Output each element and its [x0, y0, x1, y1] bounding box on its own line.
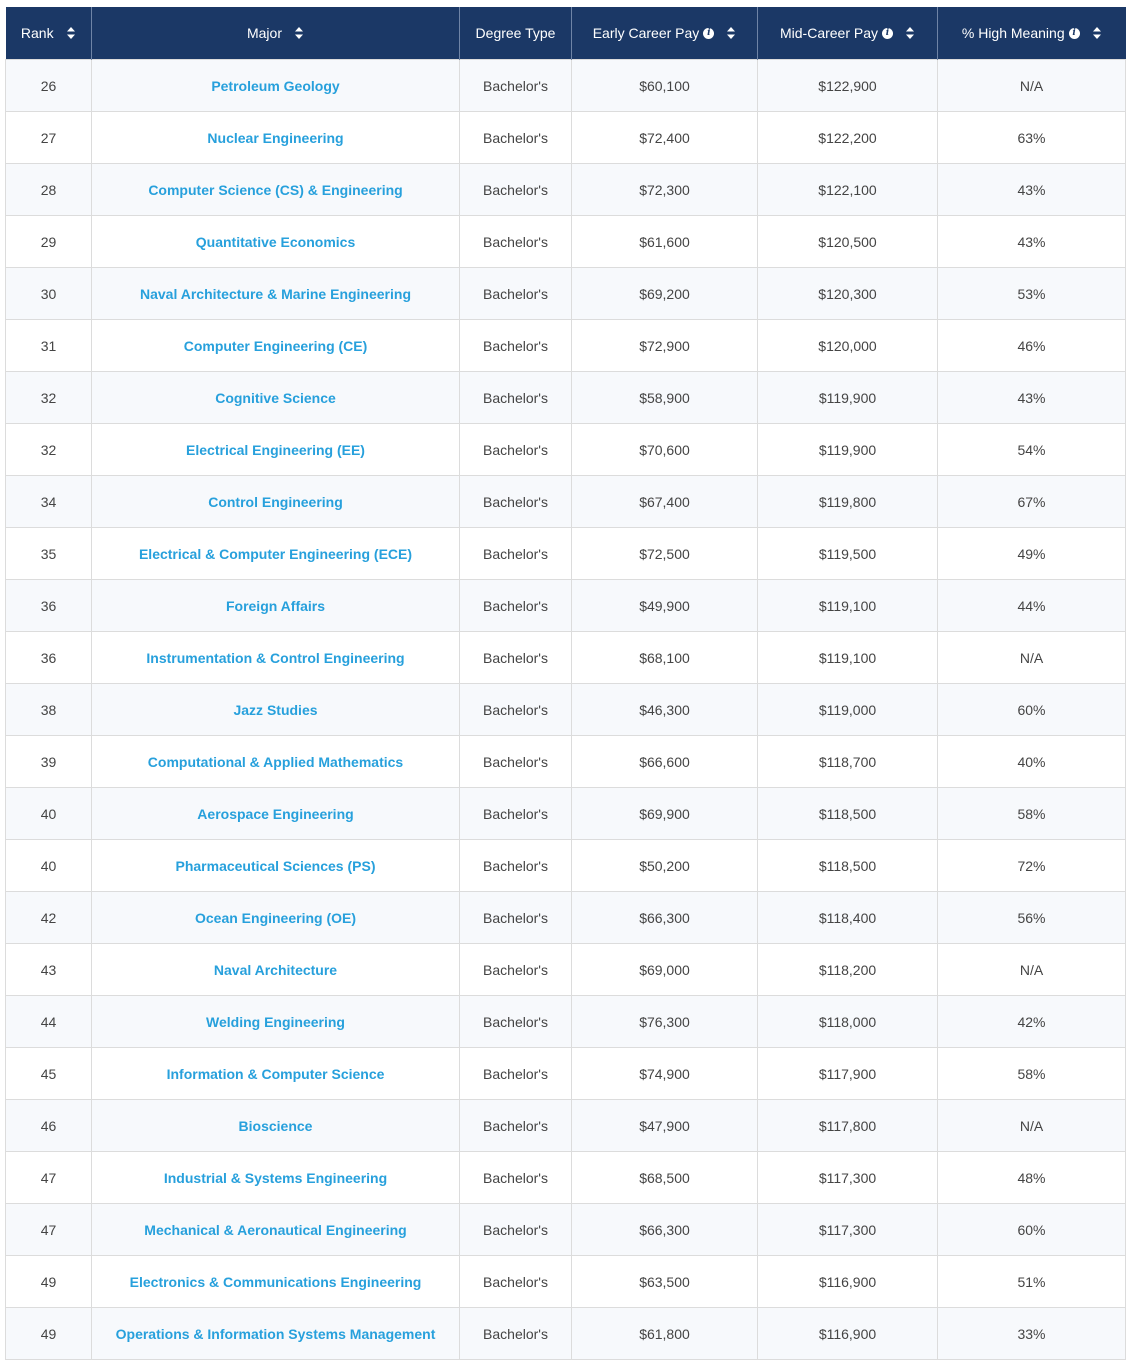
- early-career-pay-cell: $72,300: [572, 164, 758, 216]
- early-career-pay-cell: $61,800: [572, 1308, 758, 1360]
- rank-cell: 39: [6, 736, 92, 788]
- early-career-pay-cell: $67,400: [572, 476, 758, 528]
- high-meaning-cell: N/A: [938, 632, 1126, 684]
- early-career-pay-cell: $66,300: [572, 1204, 758, 1256]
- table-row: [6, 528, 1126, 580]
- early-career-pay-cell: $61,600: [572, 216, 758, 268]
- rank-cell: 36: [6, 632, 92, 684]
- degree-type-cell: Bachelor's: [460, 840, 572, 892]
- mid-career-pay-cell: $118,200: [758, 944, 938, 996]
- major-cell: [92, 60, 460, 112]
- early-career-pay-cell: $74,900: [572, 1048, 758, 1100]
- early-career-pay-cell: $70,600: [572, 424, 758, 476]
- salary-table-container: [5, 7, 1125, 1360]
- major-link[interactable]: Instrumentation & Control Engineering: [146, 649, 405, 666]
- header-major[interactable]: [92, 7, 460, 60]
- major-link[interactable]: Computational & Applied Mathematics: [147, 753, 404, 770]
- degree-type-cell: Bachelor's: [460, 1204, 572, 1256]
- major-link[interactable]: Operations & Information Systems Management: [115, 1325, 436, 1342]
- mid-career-pay-cell: $118,700: [758, 736, 938, 788]
- major-cell: [92, 1204, 460, 1256]
- header-rank[interactable]: [6, 7, 92, 60]
- header-early-career-pay[interactable]: [572, 7, 758, 60]
- header-degree-type-label: Degree Type: [475, 25, 556, 41]
- rank-cell: 49: [6, 1308, 92, 1360]
- mid-career-pay-cell: $120,000: [758, 320, 938, 372]
- degree-type-cell: Bachelor's: [460, 944, 572, 996]
- major-cell: [92, 164, 460, 216]
- degree-type-cell: Bachelor's: [460, 892, 572, 944]
- degree-type-cell: Bachelor's: [460, 736, 572, 788]
- header-mid-career-pay[interactable]: [758, 7, 938, 60]
- degree-type-cell: Bachelor's: [460, 216, 572, 268]
- sort-icon[interactable]: [726, 26, 736, 40]
- rank-cell: 36: [6, 580, 92, 632]
- mid-career-pay-cell: $119,900: [758, 424, 938, 476]
- major-cell: [92, 892, 460, 944]
- sort-icon[interactable]: [1092, 26, 1102, 40]
- early-career-pay-cell: $72,400: [572, 112, 758, 164]
- mid-career-pay-cell: $120,500: [758, 216, 938, 268]
- degree-type-cell: Bachelor's: [460, 1100, 572, 1152]
- degree-type-cell: Bachelor's: [460, 1256, 572, 1308]
- early-career-pay-cell: $72,900: [572, 320, 758, 372]
- degree-type-cell: Bachelor's: [460, 1048, 572, 1100]
- table-row: [6, 424, 1126, 476]
- rank-cell: 43: [6, 944, 92, 996]
- degree-type-cell: Bachelor's: [460, 580, 572, 632]
- header-mid-career-pay-label: Mid-Career Pay: [779, 25, 879, 41]
- high-meaning-cell: 58%: [938, 788, 1126, 840]
- early-career-pay-cell: $47,900: [572, 1100, 758, 1152]
- high-meaning-cell: 43%: [938, 372, 1126, 424]
- table-row: [6, 164, 1126, 216]
- mid-career-pay-cell: $117,300: [758, 1204, 938, 1256]
- early-career-pay-cell: $69,200: [572, 268, 758, 320]
- mid-career-pay-cell: $122,200: [758, 112, 938, 164]
- sort-icon[interactable]: [66, 26, 76, 40]
- early-career-pay-cell: $68,100: [572, 632, 758, 684]
- table-row: [6, 840, 1126, 892]
- sort-icon[interactable]: [294, 26, 304, 40]
- mid-career-pay-cell: $119,100: [758, 580, 938, 632]
- table-row: [6, 944, 1126, 996]
- high-meaning-cell: 56%: [938, 892, 1126, 944]
- rank-cell: 45: [6, 1048, 92, 1100]
- major-cell: [92, 788, 460, 840]
- table-row: [6, 684, 1126, 736]
- high-meaning-cell: 49%: [938, 528, 1126, 580]
- early-career-pay-cell: $63,500: [572, 1256, 758, 1308]
- major-link[interactable]: Cognitive Science: [215, 389, 336, 406]
- high-meaning-cell: N/A: [938, 60, 1126, 112]
- major-link[interactable]: Information & Computer Science: [166, 1065, 385, 1082]
- table-row: [6, 892, 1126, 944]
- info-icon[interactable]: i: [882, 28, 893, 39]
- rank-cell: 29: [6, 216, 92, 268]
- table-row: [6, 372, 1126, 424]
- mid-career-pay-cell: $119,500: [758, 528, 938, 580]
- table-row: [6, 112, 1126, 164]
- major-cell: [92, 1100, 460, 1152]
- mid-career-pay-cell: $118,500: [758, 788, 938, 840]
- table-row: [6, 632, 1126, 684]
- major-cell: [92, 1308, 460, 1360]
- major-link[interactable]: Nuclear Engineering: [207, 129, 344, 146]
- high-meaning-cell: 43%: [938, 164, 1126, 216]
- info-icon[interactable]: i: [1069, 28, 1080, 39]
- high-meaning-cell: 40%: [938, 736, 1126, 788]
- major-cell: [92, 944, 460, 996]
- major-link[interactable]: Electrical Engineering (EE): [186, 441, 365, 458]
- major-cell: [92, 1152, 460, 1204]
- early-career-pay-cell: $49,900: [572, 580, 758, 632]
- major-link[interactable]: Foreign Affairs: [225, 597, 326, 614]
- degree-type-cell: Bachelor's: [460, 476, 572, 528]
- major-cell: [92, 580, 460, 632]
- high-meaning-cell: 43%: [938, 216, 1126, 268]
- mid-career-pay-cell: $118,400: [758, 892, 938, 944]
- early-career-pay-cell: $72,500: [572, 528, 758, 580]
- degree-type-cell: Bachelor's: [460, 164, 572, 216]
- major-link[interactable]: Control Engineering: [208, 493, 343, 510]
- degree-type-cell: Bachelor's: [460, 528, 572, 580]
- degree-type-cell: Bachelor's: [460, 684, 572, 736]
- high-meaning-cell: 58%: [938, 1048, 1126, 1100]
- table-row: [6, 1048, 1126, 1100]
- high-meaning-cell: 44%: [938, 580, 1126, 632]
- rank-cell: 40: [6, 788, 92, 840]
- table-row: [6, 736, 1126, 788]
- mid-career-pay-cell: $116,900: [758, 1256, 938, 1308]
- table-row: [6, 1152, 1126, 1204]
- rank-cell: 44: [6, 996, 92, 1048]
- degree-type-cell: Bachelor's: [460, 632, 572, 684]
- high-meaning-cell: 53%: [938, 268, 1126, 320]
- table-row: [6, 996, 1126, 1048]
- table-body: [6, 60, 1126, 1360]
- table-row: [6, 788, 1126, 840]
- high-meaning-cell: 67%: [938, 476, 1126, 528]
- degree-type-cell: Bachelor's: [460, 1308, 572, 1360]
- early-career-pay-cell: $69,900: [572, 788, 758, 840]
- high-meaning-cell: 60%: [938, 1204, 1126, 1256]
- rank-cell: 47: [6, 1152, 92, 1204]
- major-link[interactable]: Quantitative Economics: [195, 233, 356, 250]
- table-row: [6, 1100, 1126, 1152]
- major-cell: [92, 476, 460, 528]
- major-link[interactable]: Aerospace Engineering: [197, 805, 354, 822]
- early-career-pay-cell: $66,300: [572, 892, 758, 944]
- early-career-pay-cell: $66,600: [572, 736, 758, 788]
- major-cell: [92, 320, 460, 372]
- degree-type-cell: Bachelor's: [460, 60, 572, 112]
- high-meaning-cell: N/A: [938, 944, 1126, 996]
- mid-career-pay-cell: $119,100: [758, 632, 938, 684]
- table-row: [6, 1204, 1126, 1256]
- mid-career-pay-cell: $117,300: [758, 1152, 938, 1204]
- mid-career-pay-cell: $117,900: [758, 1048, 938, 1100]
- degree-type-cell: Bachelor's: [460, 788, 572, 840]
- major-cell: [92, 1256, 460, 1308]
- header-early-career-pay-label: Early Career Pay: [592, 25, 700, 41]
- early-career-pay-cell: $76,300: [572, 996, 758, 1048]
- major-link[interactable]: Bioscience: [238, 1117, 313, 1134]
- header-major-label: Major: [246, 25, 282, 41]
- rank-cell: 38: [6, 684, 92, 736]
- major-link[interactable]: Electronics & Communications Engineering: [129, 1273, 422, 1290]
- major-link[interactable]: Electrical & Computer Engineering (ECE): [138, 545, 413, 562]
- high-meaning-cell: 46%: [938, 320, 1126, 372]
- mid-career-pay-cell: $119,800: [758, 476, 938, 528]
- mid-career-pay-cell: $117,800: [758, 1100, 938, 1152]
- major-cell: [92, 424, 460, 476]
- major-link[interactable]: Naval Architecture & Marine Engineering: [140, 285, 411, 302]
- major-link[interactable]: Industrial & Systems Engineering: [163, 1169, 388, 1186]
- high-meaning-cell: 60%: [938, 684, 1126, 736]
- table-row: [6, 216, 1126, 268]
- rank-cell: 32: [6, 372, 92, 424]
- mid-career-pay-cell: $118,500: [758, 840, 938, 892]
- high-meaning-cell: 48%: [938, 1152, 1126, 1204]
- rank-cell: 31: [6, 320, 92, 372]
- header-degree-type: [460, 7, 572, 60]
- major-link[interactable]: Pharmaceutical Sciences (PS): [175, 857, 376, 874]
- early-career-pay-cell: $50,200: [572, 840, 758, 892]
- degree-type-cell: Bachelor's: [460, 372, 572, 424]
- early-career-pay-cell: $46,300: [572, 684, 758, 736]
- mid-career-pay-cell: $122,900: [758, 60, 938, 112]
- high-meaning-cell: 63%: [938, 112, 1126, 164]
- major-link[interactable]: Jazz Studies: [233, 701, 318, 718]
- rank-cell: 30: [6, 268, 92, 320]
- major-cell: [92, 684, 460, 736]
- table-row: [6, 320, 1126, 372]
- rank-cell: 35: [6, 528, 92, 580]
- degree-type-cell: Bachelor's: [460, 268, 572, 320]
- high-meaning-cell: 51%: [938, 1256, 1126, 1308]
- major-link[interactable]: Welding Engineering: [206, 1013, 345, 1030]
- high-meaning-cell: 72%: [938, 840, 1126, 892]
- major-cell: [92, 736, 460, 788]
- high-meaning-cell: 42%: [938, 996, 1126, 1048]
- rank-cell: 34: [6, 476, 92, 528]
- info-icon[interactable]: i: [703, 28, 714, 39]
- major-cell: [92, 840, 460, 892]
- major-link[interactable]: Computer Science (CS) & Engineering: [148, 181, 403, 198]
- major-cell: [92, 996, 460, 1048]
- major-cell: [92, 1048, 460, 1100]
- mid-career-pay-cell: $119,900: [758, 372, 938, 424]
- table-row: [6, 476, 1126, 528]
- major-link[interactable]: Computer Engineering (CE): [183, 337, 368, 354]
- major-link[interactable]: Naval Architecture: [213, 961, 338, 978]
- major-link[interactable]: Ocean Engineering (OE): [194, 909, 357, 926]
- salary-table: [5, 7, 1126, 1360]
- mid-career-pay-cell: $122,100: [758, 164, 938, 216]
- early-career-pay-cell: $58,900: [572, 372, 758, 424]
- early-career-pay-cell: $68,500: [572, 1152, 758, 1204]
- rank-cell: 26: [6, 60, 92, 112]
- rank-cell: 32: [6, 424, 92, 476]
- early-career-pay-cell: $69,000: [572, 944, 758, 996]
- major-cell: [92, 528, 460, 580]
- degree-type-cell: Bachelor's: [460, 996, 572, 1048]
- major-cell: [92, 216, 460, 268]
- high-meaning-cell: N/A: [938, 1100, 1126, 1152]
- major-cell: [92, 372, 460, 424]
- high-meaning-cell: 33%: [938, 1308, 1126, 1360]
- rank-cell: 46: [6, 1100, 92, 1152]
- major-cell: [92, 112, 460, 164]
- header-high-meaning[interactable]: [938, 7, 1126, 60]
- degree-type-cell: Bachelor's: [460, 1152, 572, 1204]
- degree-type-cell: Bachelor's: [460, 424, 572, 476]
- rank-cell: 42: [6, 892, 92, 944]
- table-header-row: [6, 7, 1126, 60]
- table-row: [6, 268, 1126, 320]
- header-rank-label: Rank: [20, 25, 54, 41]
- early-career-pay-cell: $60,100: [572, 60, 758, 112]
- table-row: [6, 580, 1126, 632]
- major-cell: [92, 268, 460, 320]
- degree-type-cell: Bachelor's: [460, 320, 572, 372]
- degree-type-cell: Bachelor's: [460, 112, 572, 164]
- major-link[interactable]: Petroleum Geology: [211, 77, 340, 94]
- table-row: [6, 1308, 1126, 1360]
- table-row: [6, 60, 1126, 112]
- table-row: [6, 1256, 1126, 1308]
- rank-cell: 27: [6, 112, 92, 164]
- major-link[interactable]: Mechanical & Aeronautical Engineering: [144, 1221, 407, 1238]
- rank-cell: 40: [6, 840, 92, 892]
- high-meaning-cell: 54%: [938, 424, 1126, 476]
- mid-career-pay-cell: $118,000: [758, 996, 938, 1048]
- header-high-meaning-label: % High Meaning: [961, 25, 1065, 41]
- major-cell: [92, 632, 460, 684]
- rank-cell: 47: [6, 1204, 92, 1256]
- rank-cell: 28: [6, 164, 92, 216]
- sort-icon[interactable]: [905, 26, 915, 40]
- mid-career-pay-cell: $120,300: [758, 268, 938, 320]
- rank-cell: 49: [6, 1256, 92, 1308]
- mid-career-pay-cell: $119,000: [758, 684, 938, 736]
- mid-career-pay-cell: $116,900: [758, 1308, 938, 1360]
